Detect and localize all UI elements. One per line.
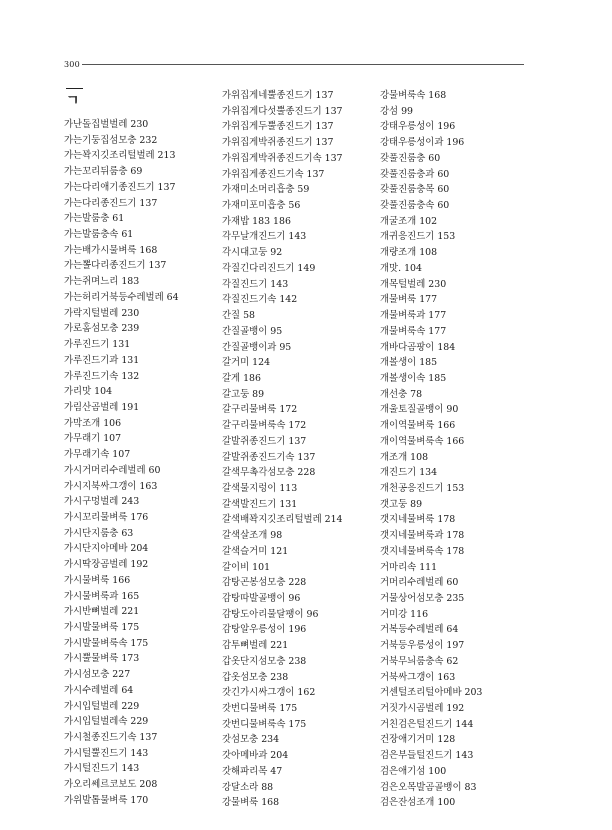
index-entry: 검은오목발곰골뱅이 83 bbox=[380, 781, 477, 793]
index-entry: 거머리수레벌레 60 bbox=[380, 577, 459, 589]
index-entry: 거친검은털진드기 144 bbox=[380, 718, 474, 730]
index-entry: 개볼생이속 185 bbox=[380, 372, 447, 384]
index-entry: 개이역물벼룩속 166 bbox=[380, 435, 465, 447]
index-entry: 개목털벌레 230 bbox=[380, 278, 447, 290]
index-entry: 개물벼룩속 177 bbox=[380, 325, 447, 337]
index-entry: 가시섬모충 227 bbox=[64, 669, 131, 681]
index-entry: 갓해파리목 47 bbox=[222, 765, 283, 777]
index-entry: 각질진드기 143 bbox=[222, 278, 289, 290]
index-entry: 가는배가시물벼룩 168 bbox=[64, 244, 158, 256]
index-entry: 갑옷단지섬모충 238 bbox=[222, 655, 307, 667]
index-entry: 갈발쥐종진드기 137 bbox=[222, 435, 307, 447]
index-entry: 갯지네물벼룩속 178 bbox=[380, 545, 465, 557]
index-entry: 가는뽈다리종진드기 137 bbox=[64, 260, 167, 272]
index-entry: 갓긴가시싸그갱이 162 bbox=[222, 687, 316, 699]
index-entry: 검은애기섬 100 bbox=[380, 765, 447, 777]
index-entry: 각질긴다리진드기 149 bbox=[222, 262, 316, 274]
index-entry: 가시입털벌레 229 bbox=[64, 700, 140, 712]
index-entry: 거북싸그갱이 163 bbox=[380, 671, 456, 683]
index-entry: 가시털뿔진드기 143 bbox=[64, 747, 149, 759]
index-entry: 각질진드기속 142 bbox=[222, 294, 298, 306]
index-entry: 갈색물지렁이 113 bbox=[222, 482, 298, 494]
index-entry: 갓섬모충 234 bbox=[222, 734, 280, 746]
index-entry: 간질골뱅이 95 bbox=[222, 325, 283, 337]
index-entry: 가시발물벼룩 175 bbox=[64, 622, 140, 633]
index-entry: 가시구멍벌레 243 bbox=[64, 496, 140, 508]
index-entry: 가무래기속 107 bbox=[64, 449, 131, 461]
index-entry: 거마리속 111 bbox=[380, 561, 438, 573]
index-entry: 강물벼룩속 168 bbox=[380, 90, 447, 101]
index-entry: 갓번디물벼룩 175 bbox=[222, 703, 298, 715]
index-entry: 개굴조개 102 bbox=[380, 215, 438, 227]
index-entry: 개조개 108 bbox=[380, 451, 429, 463]
index-entry: 감탕따발골뱅이 96 bbox=[222, 593, 301, 604]
index-entry: 가위발톱물벼룩 170 bbox=[64, 794, 149, 806]
index-entry: 강달소라 88 bbox=[222, 781, 274, 793]
index-entry: 갈발쥐종진드기속 137 bbox=[222, 451, 316, 463]
index-entry: 거복등수레벌레 64 bbox=[380, 624, 459, 636]
index-entry: 가는쥐며느리 183 bbox=[64, 276, 140, 288]
index-entry: 갈색발진드기 131 bbox=[222, 498, 298, 510]
index-entry: 개진드기 134 bbox=[380, 467, 438, 479]
index-entry: 감탕도아리물달팽이 96 bbox=[222, 608, 319, 620]
index-entry: 갈고둥 89 bbox=[222, 388, 265, 400]
index-entry: 거북등우릉성이 197 bbox=[380, 640, 465, 652]
index-entry: 가시물벼룩과 165 bbox=[64, 590, 140, 602]
index-entry: 개울토질골뱅이 90 bbox=[380, 404, 459, 416]
index-entry: 감탕알우릉성이 196 bbox=[222, 624, 307, 636]
index-entry: 가난돌집벌벌레 230 bbox=[64, 119, 149, 130]
index-entry: 가시반뼈벌레 221 bbox=[64, 606, 140, 618]
index-entry: 가시지북싸그갱이 163 bbox=[64, 480, 158, 492]
section-heading: ㄱ bbox=[66, 93, 80, 109]
index-entry: 가시철종진드기속 137 bbox=[64, 732, 158, 744]
index-entry: 가루진드기과 131 bbox=[64, 354, 140, 366]
index-entry: 거미강 116 bbox=[380, 608, 429, 620]
index-column-2 bbox=[222, 88, 343, 811]
index-entry: 개이역물벼룩 166 bbox=[380, 420, 456, 432]
index-entry: 강물벼룩 168 bbox=[222, 797, 280, 809]
index-entry: 가시뿔물벼룩 173 bbox=[64, 653, 140, 665]
index-entry: 갈거미 124 bbox=[222, 357, 271, 369]
index-entry: 가시털진드기 143 bbox=[64, 763, 140, 775]
index-entry: 거센털조리털아메바 203 bbox=[380, 687, 483, 699]
index-entry: 건장애기거미 128 bbox=[380, 734, 456, 746]
index-entry: 갖풀진룸충속 60 bbox=[380, 200, 450, 212]
index-entry: 갈색살조개 98 bbox=[222, 530, 283, 542]
index-entry: 가재밥 183 186 bbox=[222, 215, 291, 227]
index-entry: 갈구리물벼룩 172 bbox=[222, 404, 298, 416]
index-entry: 검은부들털진드기 143 bbox=[380, 750, 474, 762]
index-entry: 개물벼룩 177 bbox=[380, 294, 438, 306]
index-entry: 갓아메바과 204 bbox=[222, 750, 289, 762]
index-entry: 갓번디물벼룩속 175 bbox=[222, 718, 307, 730]
index-entry: 개천공응진드기 153 bbox=[380, 482, 465, 494]
index-entry: 가시꼬리물벼룩 176 bbox=[64, 511, 149, 523]
index-entry: 각시대고둥 92 bbox=[222, 247, 283, 259]
index-entry: 강태우릉성이과 196 bbox=[380, 137, 465, 149]
index-entry: 갈색배꽉지깃조리털벌레 214 bbox=[222, 514, 343, 526]
index-entry: 가시단지룸충 63 bbox=[64, 527, 134, 539]
index-entry: 가는꼬리뒤룸충 69 bbox=[64, 166, 143, 178]
index-entry: 거물상어섬모충 235 bbox=[380, 593, 465, 604]
index-entry: 가락지털벌레 230 bbox=[64, 307, 140, 319]
index-entry: 가시물벼룩 166 bbox=[64, 574, 131, 586]
index-entry: 강섬 99 bbox=[380, 105, 414, 117]
index-entry: 갈색무촉각섬모충 228 bbox=[222, 467, 316, 479]
index-entry: 개볼생이 185 bbox=[380, 357, 438, 369]
index-entry: 가위집게박쥐종진드기 137 bbox=[222, 137, 334, 149]
index-entry: 개선충 78 bbox=[380, 388, 423, 400]
index-entry: 갖풀진룸충과 60 bbox=[380, 168, 450, 180]
index-entry: 갈색슬거미 121 bbox=[222, 545, 289, 557]
index-entry: 가재미소머리흡충 59 bbox=[222, 184, 310, 196]
index-entry: 가시입털벌레속 229 bbox=[64, 716, 149, 728]
index-entry: 개물벼룩과 177 bbox=[380, 310, 447, 322]
index-entry: 가위집게다섯뿔종진드기 137 bbox=[222, 105, 343, 117]
index-entry: 갯지네물벼룩과 178 bbox=[380, 530, 465, 542]
index-entry: 가시수레벌레 64 bbox=[64, 684, 134, 696]
index-entry: 가로홈섬모충 239 bbox=[64, 323, 140, 335]
index-entry: 가는꽉지깃조리털벌레 213 bbox=[64, 150, 176, 162]
index-entry: 가루진드기속 132 bbox=[64, 370, 140, 382]
index-entry: 가재미포미흡충 56 bbox=[222, 200, 301, 212]
index-entry: 가리맛 104 bbox=[64, 386, 113, 398]
index-entry: 갈구리물벼룩속 172 bbox=[222, 420, 307, 432]
index-entry: 가는발룸충 61 bbox=[64, 213, 125, 225]
page-number: 300 bbox=[64, 60, 80, 69]
index-entry: 개량조개 108 bbox=[380, 247, 438, 259]
index-column-1 bbox=[64, 117, 179, 809]
index-entry: 갑옷섬모충 238 bbox=[222, 671, 289, 683]
index-entry: 갯고둥 89 bbox=[380, 498, 423, 510]
index-entry: 갯지네물벼룩 178 bbox=[380, 514, 456, 526]
index-entry: 검은잔섬조개 100 bbox=[380, 797, 456, 809]
index-entry: 가림산곰벌레 191 bbox=[64, 401, 140, 413]
index-entry: 갈이비 101 bbox=[222, 561, 271, 573]
index-entry: 갖풀진룸충 60 bbox=[380, 152, 441, 164]
index-entry: 가는발룸충속 61 bbox=[64, 229, 134, 241]
index-entry: 가위집게네뿔종진드기 137 bbox=[222, 90, 334, 101]
index-entry: 갈게 186 bbox=[222, 372, 261, 384]
header-rule bbox=[82, 64, 524, 65]
index-entry: 가시딱장곰벌레 192 bbox=[64, 559, 149, 571]
index-entry: 강태우릉성이 196 bbox=[380, 121, 456, 133]
index-entry: 감탕곤봉섬모충 228 bbox=[222, 577, 307, 589]
index-entry: 가는허리거북등수레벌레 64 bbox=[64, 291, 179, 303]
index-entry: 가위집게두뿔종진드기 137 bbox=[222, 121, 334, 133]
index-entry: 거짓가시곰벌레 192 bbox=[380, 703, 465, 715]
index-entry: 가막조개 106 bbox=[64, 417, 122, 429]
index-entry: 개맛. 104 bbox=[380, 262, 422, 274]
index-entry: 거북무늬룸충속 62 bbox=[380, 655, 459, 667]
index-entry: 각무날개진드기 143 bbox=[222, 231, 307, 243]
index-entry: 가는다리종진드기 137 bbox=[64, 197, 158, 209]
index-entry: 가시발물벼룩속 175 bbox=[64, 637, 149, 649]
index-entry: 가위집게종진드기속 137 bbox=[222, 168, 325, 180]
index-entry: 가루진드기 131 bbox=[64, 339, 131, 351]
index-entry: 개귀응진드기 153 bbox=[380, 231, 456, 243]
index-entry: 가무래기 107 bbox=[64, 433, 122, 445]
index-entry: 가오리쎄르코보도 208 bbox=[64, 779, 158, 791]
index-entry: 가위집게박쥐종진드기속 137 bbox=[222, 152, 343, 164]
index-entry: 가는기둥집섬모충 232 bbox=[64, 134, 158, 146]
index-entry: 가시단지아메바 204 bbox=[64, 543, 149, 555]
index-column-3 bbox=[380, 88, 482, 811]
index-entry: 갖풀진룸충목 60 bbox=[380, 184, 450, 196]
index-entry: 간질골뱅이과 95 bbox=[222, 341, 292, 353]
index-entry: 가시거머리수레벌레 60 bbox=[64, 464, 161, 476]
index-entry: 개바다곰팡이 184 bbox=[380, 341, 456, 353]
index-entry: 간질 58 bbox=[222, 310, 256, 322]
index-entry: 가는다리애기종진드기 137 bbox=[64, 181, 176, 193]
index-entry: 감투뼈벌레 221 bbox=[222, 640, 289, 652]
